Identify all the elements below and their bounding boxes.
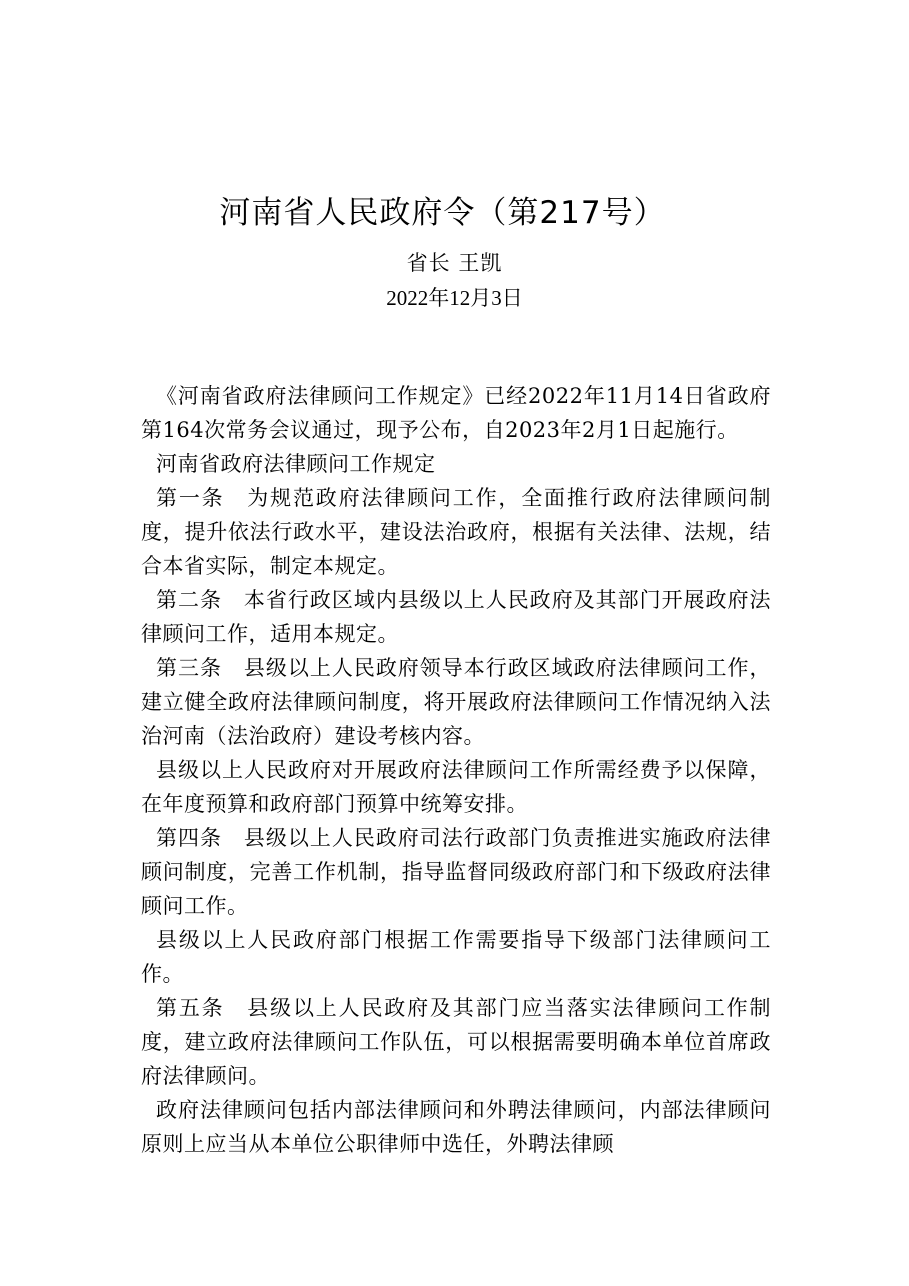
page-title: 河南省人民政府令（第217号） (219, 195, 666, 231)
paragraph-article-4-guidance: 县级以上人民政府部门根据工作需要指导下级部门法律顾问工作。 (141, 928, 771, 986)
paragraph-article-5: 第五条 县级以上人民政府及其部门应当落实法律顾问工作制度，建立政府法律顾问工作队伍，可以根据需要明确本单位首席政府法律顾问。 (141, 996, 771, 1088)
paragraph-article-3-funding: 县级以上人民政府对开展政府法律顾问工作所需经费予以保障，在年度预算和政府部门预算中统筹安排。 (141, 758, 771, 816)
paragraph-article-1: 第一条 为规范政府法律顾问工作，全面推行政府法律顾问制度，提升依法行政水平，建设法治政府，根据有关法律、法规，结合本省实际，制定本规定。 (141, 486, 771, 578)
issue-date: 2022年12月3日 (386, 286, 523, 310)
paragraph-regulation-title: 河南省政府法律顾问工作规定 (156, 452, 436, 476)
paragraph-article-3: 第三条 县级以上人民政府领导本行政区域政府法律顾问工作，建立健全政府法律顾问制度，将开展政府法律顾问工作情况纳入法治河南（法治政府）建设考核内容。 (141, 656, 771, 748)
paragraph-article-5-composition: 政府法律顾问包括内部法律顾问和外聘法律顾问，内部法律顾问原则上应当从本单位公职律师中选任，外聘法律顾 (141, 1098, 771, 1156)
paragraph-article-2: 第二条 本省行政区域内县级以上人民政府及其部门开展政府法律顾问工作，适用本规定。 (141, 588, 771, 646)
paragraph-article-4: 第四条 县级以上人民政府司法行政部门负责推进实施政府法律顾问制度，完善工作机制，指导监督同级政府部门和下级政府法律顾问工作。 (141, 826, 771, 918)
document-body (141, 379, 771, 1161)
paragraph-announcement: 《河南省政府法律顾问工作规定》已经2022年11月14日省政府第164次常务会议通过，现予公布，自2023年2月1日起施行。 (141, 384, 771, 442)
signer-line: 省长 王凯 (406, 251, 503, 275)
